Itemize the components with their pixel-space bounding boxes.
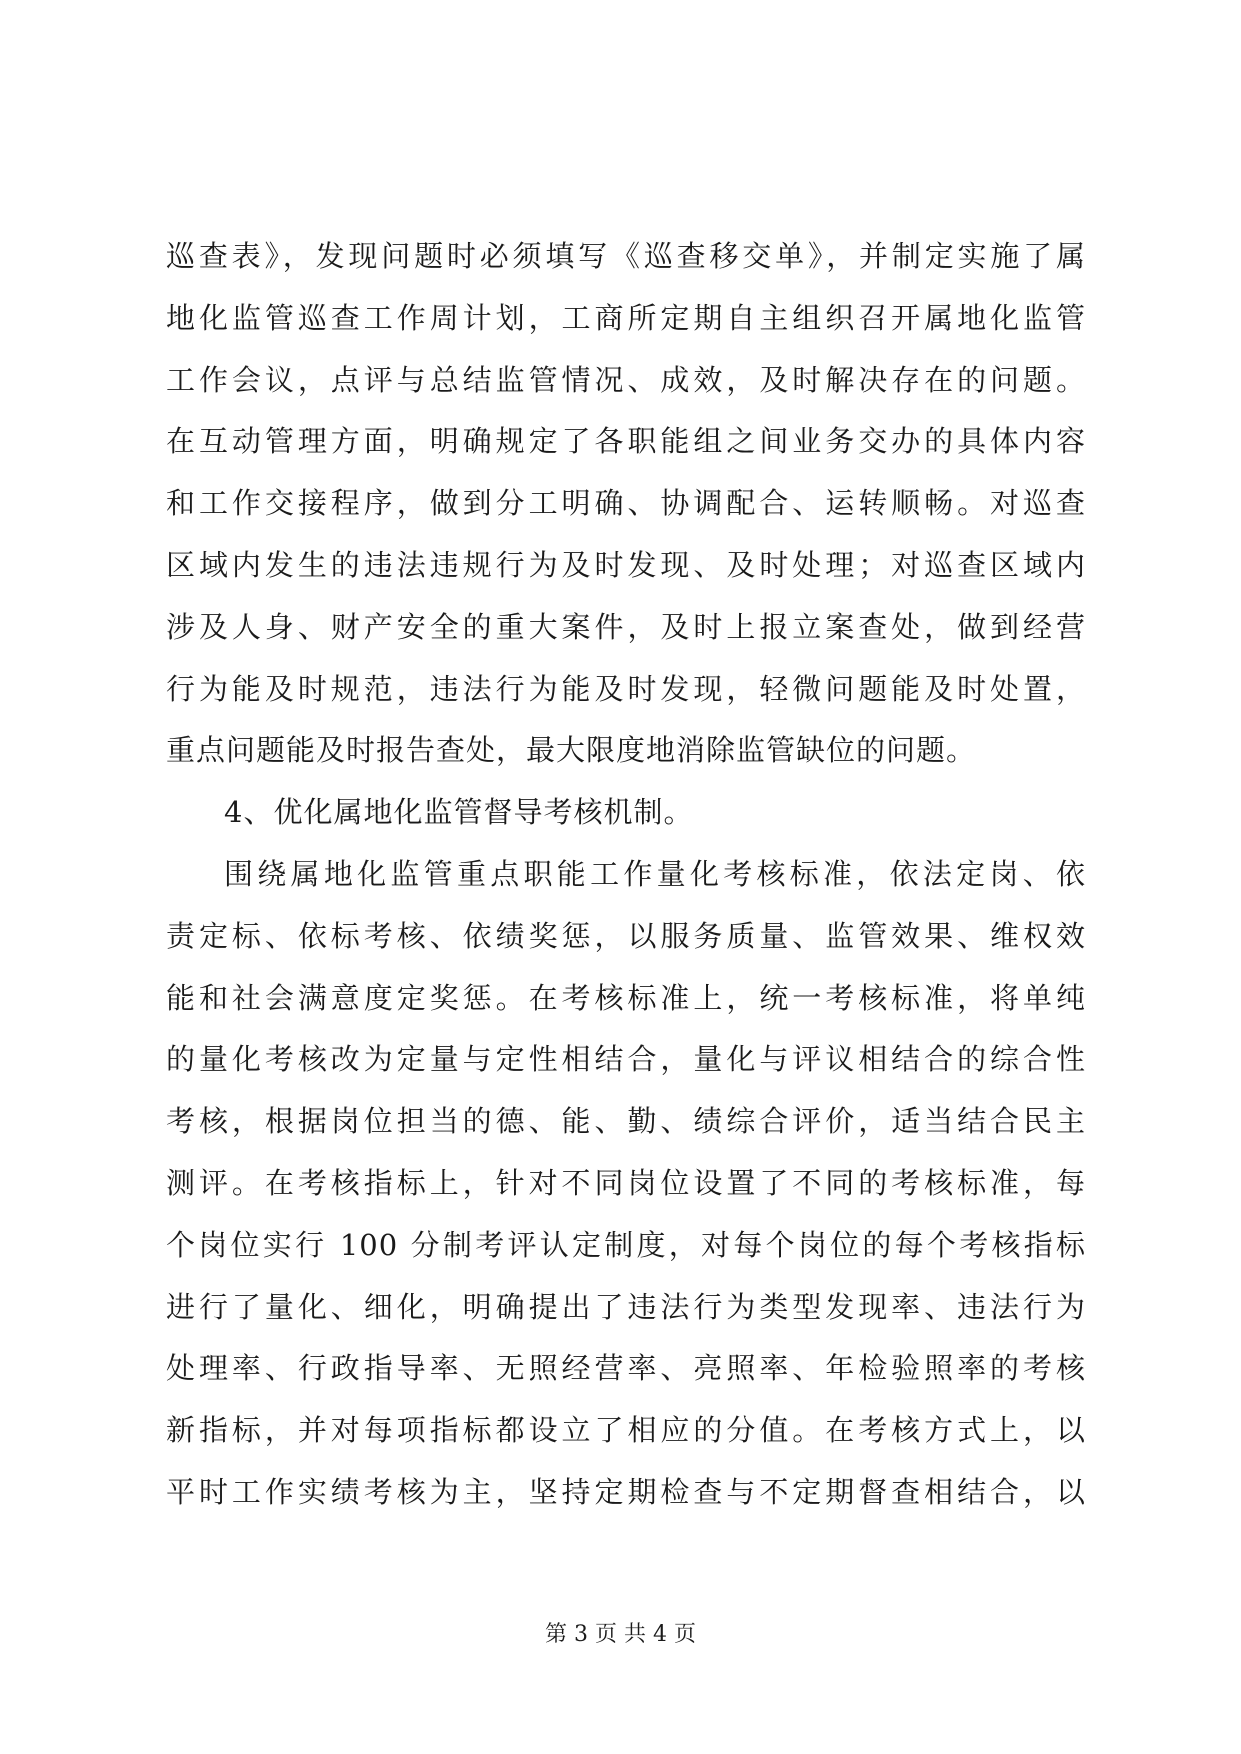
- text-line: 行为能及时规范，违法行为能及时发现，轻微问题能及时处置，: [166, 671, 1086, 706]
- text-line: 工作会议，点评与总结监管情况、成效，及时解决存在的问题。: [166, 362, 1086, 397]
- text-line: 区域内发生的违法违规行为及时发现、及时处理；对巡查区域内: [166, 547, 1086, 582]
- text-line: 平时工作实绩考核为主，坚持定期检查与不定期督查相结合，以: [166, 1474, 1086, 1509]
- text-line: 能和社会满意度定奖惩。在考核标准上，统一考核标准，将单纯: [166, 980, 1086, 1015]
- text-line: 和工作交接程序，做到分工明确、协调配合、运转顺畅。对巡查: [166, 486, 1086, 521]
- text-line: 涉及人身、财产安全的重大案件，及时上报立案查处，做到经营: [166, 609, 1086, 644]
- text-line: 新指标，并对每项指标都设立了相应的分值。在考核方式上，以: [166, 1413, 1086, 1448]
- text-line: 巡查表》，发现问题时必须填写《巡查移交单》，并制定实施了属: [166, 239, 1086, 273]
- text-line: 个岗位实行 100 分制考评认定制度，对每个岗位的每个考核指标: [166, 1227, 1086, 1262]
- section-heading: 4、优化属地化监管督导考核机制。: [224, 795, 694, 830]
- text-line: 的量化考核改为定量与定性相结合，量化与评议相结合的综合性: [166, 1042, 1086, 1077]
- text-line: 围绕属地化监管重点职能工作量化考核标准，依法定岗、依: [224, 856, 1086, 891]
- text-line: 进行了量化、细化，明确提出了违法行为类型发现率、违法行为: [166, 1289, 1086, 1324]
- page-footer: 第 3 页 共 4 页: [545, 1622, 696, 1647]
- text-line: 考核，根据岗位担当的德、能、勤、绩综合评价，适当结合民主: [166, 1104, 1086, 1139]
- text-line: 处理率、行政指导率、无照经营率、亮照率、年检验照率的考核: [166, 1351, 1086, 1386]
- text-line: 在互动管理方面，明确规定了各职能组之间业务交办的具体内容: [166, 424, 1086, 459]
- text-line: 重点问题能及时报告查处，最大限度地消除监管缺位的问题。: [166, 733, 977, 768]
- text-line: 测评。在考核指标上，针对不同岗位设置了不同的考核标准，每: [166, 1165, 1086, 1200]
- text-line: 地化监管巡查工作周计划，工商所定期自主组织召开属地化监管: [166, 300, 1086, 335]
- body-text: [166, 226, 1086, 1524]
- text-line: 责定标、依标考核、依绩奖惩，以服务质量、监管效果、维权效: [166, 918, 1086, 953]
